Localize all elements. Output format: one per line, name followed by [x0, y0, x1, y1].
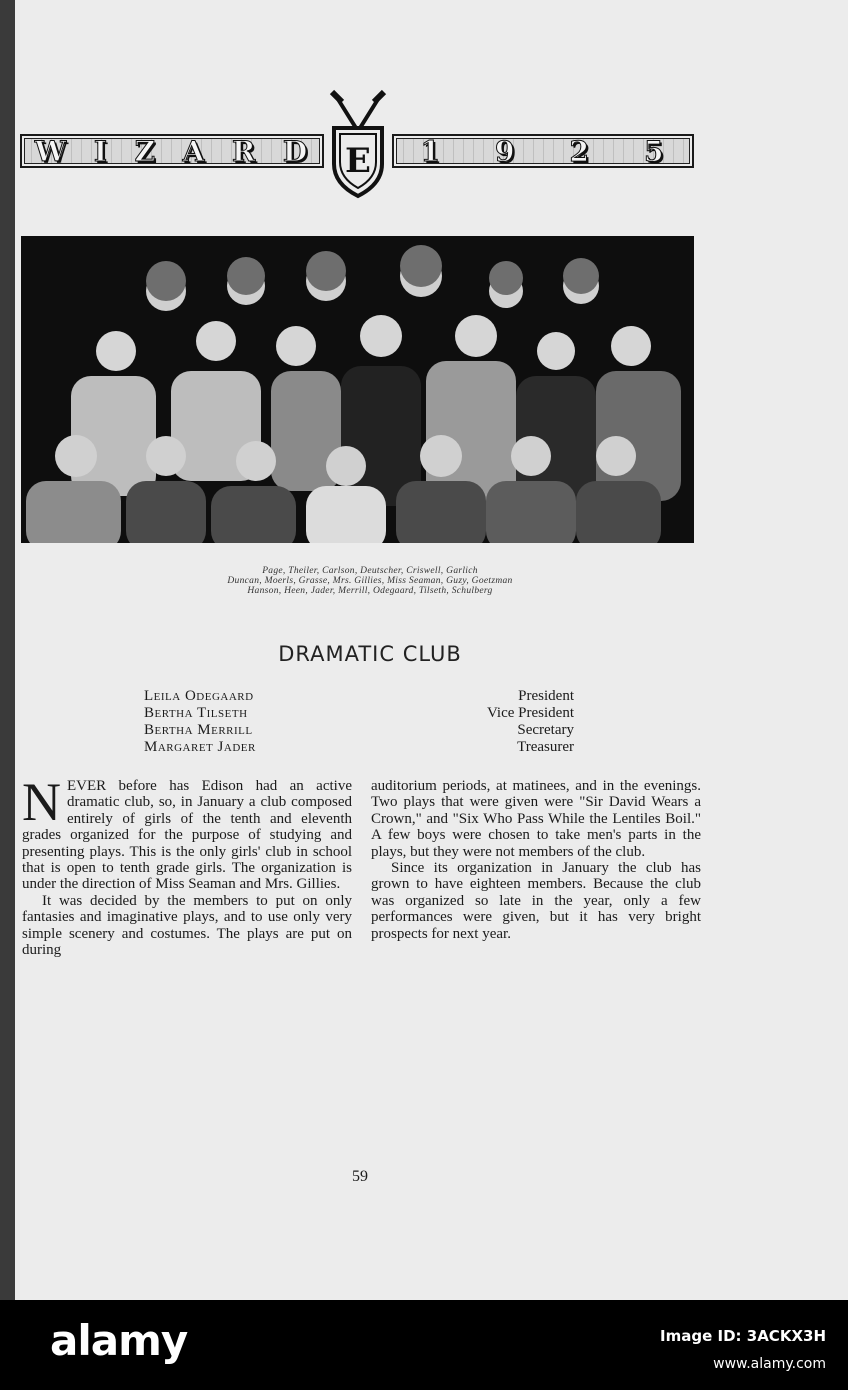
officer-row	[144, 722, 574, 739]
officer-name: Leila Odegaard	[144, 688, 254, 704]
banner-digit: 9	[495, 134, 517, 168]
article-paragraph	[22, 772, 352, 893]
caption-line: Hanson, Heen, Jader, Merrill, Odegaard, Tilseth, Schulberg	[247, 586, 493, 596]
banner-digit: 2	[569, 134, 591, 168]
crest-letter: E	[345, 141, 371, 181]
officer-role: Vice President	[487, 705, 574, 721]
yearbook-banner	[20, 88, 710, 200]
banner-letter: D	[282, 134, 310, 168]
officer-row	[144, 688, 574, 705]
banner-letter: W	[34, 134, 69, 168]
officer-name: Bertha Merrill	[144, 722, 253, 738]
banner-letter: Z	[134, 134, 158, 168]
image-id: Image ID: 3ACKX3H	[660, 1327, 826, 1345]
section-title: DRAMATIC CLUB	[278, 642, 462, 666]
caption-line: Duncan, Moerls, Grasse, Mrs. Gillies, Miss Seaman, Guzy, Goetzman	[227, 576, 513, 586]
footer-info	[660, 1322, 826, 1378]
group-photo	[21, 236, 694, 543]
article-paragraph: Since its organization in January the club has grown to have eighteen members. Because the club was organized so late in the year, only a few performances were given, but it has very bright prospects for next year.	[371, 860, 701, 942]
banner-left-band	[20, 134, 324, 168]
officer-role: President	[518, 688, 574, 704]
banner-digit: 5	[644, 134, 666, 168]
drop-cap: N	[22, 772, 61, 832]
article-column-right	[371, 778, 701, 942]
scan-edge	[0, 0, 15, 1300]
banner-digit: 1	[420, 134, 442, 168]
banner-right-band	[392, 134, 694, 168]
officer-name: Margaret Jader	[144, 739, 256, 755]
brand-logo: alamy	[50, 1316, 188, 1365]
officer-row	[144, 739, 574, 756]
footer-url: www.alamy.com	[713, 1356, 826, 1372]
officer-role: Treasurer	[517, 739, 574, 755]
officer-role: Secretary	[517, 722, 574, 738]
article-paragraph: It was decided by the members to put on only fantasies and imaginative plays, and to use only very simple scenery and costumes. The plays are put on during	[22, 892, 352, 959]
crest-shield-icon	[326, 88, 390, 200]
article-column-left	[22, 772, 352, 959]
officer-name: Bertha Tilseth	[144, 705, 248, 721]
officer-row	[144, 705, 574, 722]
article-paragraph: auditorium periods, at matinees, and in the evenings. Two plays that were given were "Sir David Wears a Crown," and "Six Who Pass While the Lentiles Boil." A few boys were chosen to take men's parts in the plays, but they were not members of the club.	[371, 778, 701, 860]
paragraph-text: EVER before has Edison had an active dramatic club, so, in January a club composed entirely of girls of the tenth and eleventh grades organized for the purpose of studying and presenting plays. This is the only girls' club in school that is open to tenth grade girls. The organization is under the direction of Miss Seaman and Mrs. Gillies.	[22, 778, 352, 893]
banner-letter: A	[182, 134, 207, 168]
officer-list	[144, 688, 574, 756]
caption-line: Page, Theiler, Carlson, Deutscher, Criswell, Garlich	[262, 566, 478, 576]
banner-letter: I	[93, 134, 109, 168]
banner-letter: R	[231, 134, 258, 168]
page-number: 59	[352, 1168, 368, 1185]
photo-caption	[120, 566, 620, 596]
